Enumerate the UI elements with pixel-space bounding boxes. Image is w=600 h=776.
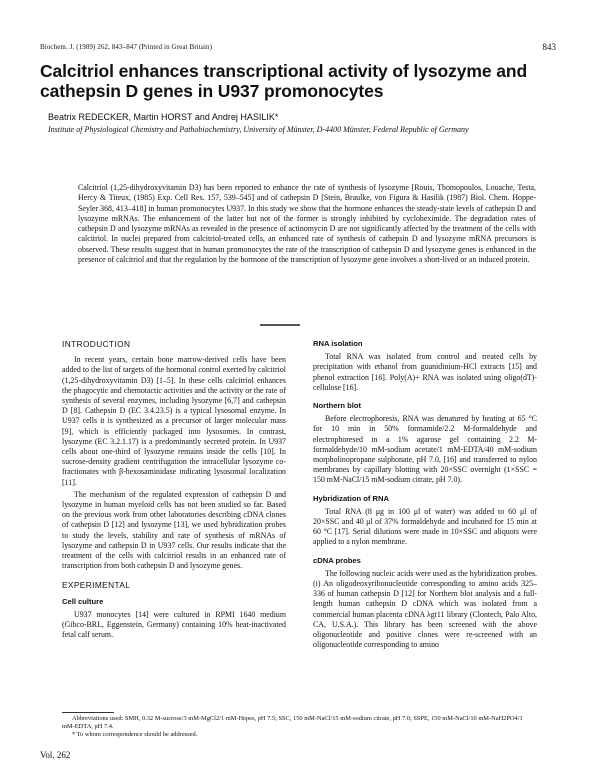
subsection-heading-cell-culture: Cell culture xyxy=(62,596,104,606)
subsection-heading-northern-blot: Northern blot xyxy=(313,401,362,411)
running-head: Biochem. J. (1989) 262, 843–847 (Printed in Great Britain) xyxy=(40,43,213,51)
body-paragraph: Before electrophoresis, RNA was denatured by heating at 65 °C for 10 min in 50% formamide/2.2 M-formaldehyde and electrophoresed in a 1% agarose gel containing 2.2 M-formaldehyde/10 mM-sodium acetate/1 mM-EDTA/40 mM-sodium morpholinopropane sulphonate, pH 7.0, [16] and transferred to nylon membranes by capillary blotting with 20×SSC overnight (1×SSC = 150 mM-NaCl/15 mM-sodium citrate, pH 7.0). xyxy=(313,414,537,485)
article-title: Calcitriol enhances transcriptional activity of lysozyme and cathepsin D genes in U937 promonocytes xyxy=(40,61,528,101)
volume-label: Vol. 262 xyxy=(40,750,71,760)
footnote-correspondence: * To whom correspondence should be addressed. xyxy=(72,731,198,739)
footnote-rule xyxy=(62,712,114,713)
body-paragraph: The mechanism of the regulated expression of cathepsin D and lysozyme in human myeloid cells has not been studied so far. Based on the previous work from other laboratories describing cDNA clones of cathepsin D [12] and lysozyme [13], we used hybridization probes to study the levels, stability and rate of synthesis of mRNAs of lysozyme and cathepsin D in U937 cells. Our results indicate that the treatment of the cells with calcitriol results in an enhanced rate of transcription from both cathepsin D and lysozyme genes. xyxy=(62,489,286,571)
author-list: Beatrix REDECKER, Martin HORST and Andrej HASILIK* xyxy=(48,112,279,122)
section-heading-introduction: INTRODUCTION xyxy=(62,339,131,349)
body-paragraph: Total RNA (8 μg in 100 μl of water) was added to 60 μl of 20×SSC and 40 μl of 37% formaldehyde and incubated for 15 min at 60 °C [17]. Serial dilutions were made in 10×SSC and aliquots were applied to a nylon membrane. xyxy=(313,506,537,547)
footnotes xyxy=(62,715,537,740)
body-paragraph: Total RNA was isolated from control and treated cells by precipitation with ethanol from guanidinium-HCl extracts [15] and phenol extraction [16]. Poly(A)+ RNA was isolated using oligo(dT)-cellulose [16]. xyxy=(313,352,537,392)
subsection-heading-hybridization: Hybridization of RNA xyxy=(313,493,389,503)
author-affiliation: Institute of Physiological Chemistry and Pathobiochemistry, University of Münster, D-4400 Münster, Federal Republic of Germany xyxy=(48,125,469,134)
footnote-abbreviations: Abbreviations used: SMH, 0.32 M-sucrose/3 mM-MgCl2/1 mM-Hepes, pH 7.5; SSC, 150 mM-NaCl/15 mM-sodium citrate, pH 7.0; SSPE, 150 mM-NaCl/10 mM-NaH2PO4/1 mM-EDTA, pH 7.4. xyxy=(62,715,523,731)
section-heading-experimental: EXPERIMENTAL xyxy=(62,580,131,591)
subsection-heading-rna-isolation: RNA isolation xyxy=(313,339,363,348)
abstract: Calcitriol (1,25-dihydroxyvitamin D3) has been reported to enhance the rate of synthesis of lysozyme [Rouis, Thomopoulos, Louache, Testa, Hercy & Titeux, (1985) Exp. Cell Res. 157, 539–545] and of cathepsin D [Stein, Braulke, von Figura & Hasilik (1987) Biol. Chem. Hoppe-Seyler 368, 413–418] in human promonocytes U937. In this study we show that the hormone enhances the steady-state levels of cathepsin D and lysozyme mRNAs. The enhancement of the latter but not of the former is strongly inhibited by cycloheximide. The degradation rates of cathepsin D and lysozyme mRNAs as revealed in the presence of actinomycin D are not significantly affected by the treatment of the cells with calcitriol. In nuclei prepared from calcitriol-treated cells, an enhanced rate of synthesis of cathepsin D and lysozyme mRNA precursors is observed. These results suggest that in human promonocytes the rate of the transcription of cathepsin D and lysozyme genes is enhanced in the presence of calcitriol and that the regulation by the hormone of the transcription of lysozyme gene involves a short-lived or an induced protein. xyxy=(78,183,536,264)
page-number: 843 xyxy=(542,42,556,52)
left-column xyxy=(62,339,286,640)
section-divider xyxy=(260,324,300,326)
body-paragraph: U937 monocytes [14] were cultured in RPMI 1640 medium (Gibco-BRL, Eggenstein, Germany) containing 10% heat-inactivated fetal calf serum. xyxy=(62,609,286,640)
body-paragraph: In recent years, certain bone marrow-derived cells have been added to the list of targets of the hormonal control exerted by calcitriol (1,25-dihydroxyvitamin D3) [1–5]. In these cells calcitriol enhances the phagocytic and chemotactic activities and the activity or the rate of synthesis of several enzymes, including lysozyme [6,7] and cathepsin D [8]. Cathepsin D (EC 3.4.23.5) is a typical lysosomal enzyme. In U937 cells it is synthesized as a precursor of larger molecular mass [9], which is efficiently packaged into lysosomes. In contrast, lysozyme (EC 3.2.1.17) is a predominantly secreted protein. In U937 cells about one-third of lysozyme remains inside the cells [10]. In sucrose-density gradient centrifugation the intracellular lysozyme co-fractionates with β-hexosaminidase indicating lysosomal localization [11]. xyxy=(62,355,286,487)
subsection-heading-cdna-probes: cDNA probes xyxy=(313,555,361,565)
body-paragraph: The following nucleic acids were used as the hybridization probes. (i) An oligodeoxyribonucleotide corresponding to amino acids 325–336 of human cathepsin D [12] for Northern blot analysis and a full-length human cathepsin D cDNA which was isolated from a commercial human placenta cDNA λgt11 library (Clontech, Palo Alto, CA, U.S.A.). This library has been screened with the above oligonucleotide and positive clones were re-screened with an oligonucleotide corresponding to amino xyxy=(313,568,537,650)
right-column xyxy=(313,339,537,650)
